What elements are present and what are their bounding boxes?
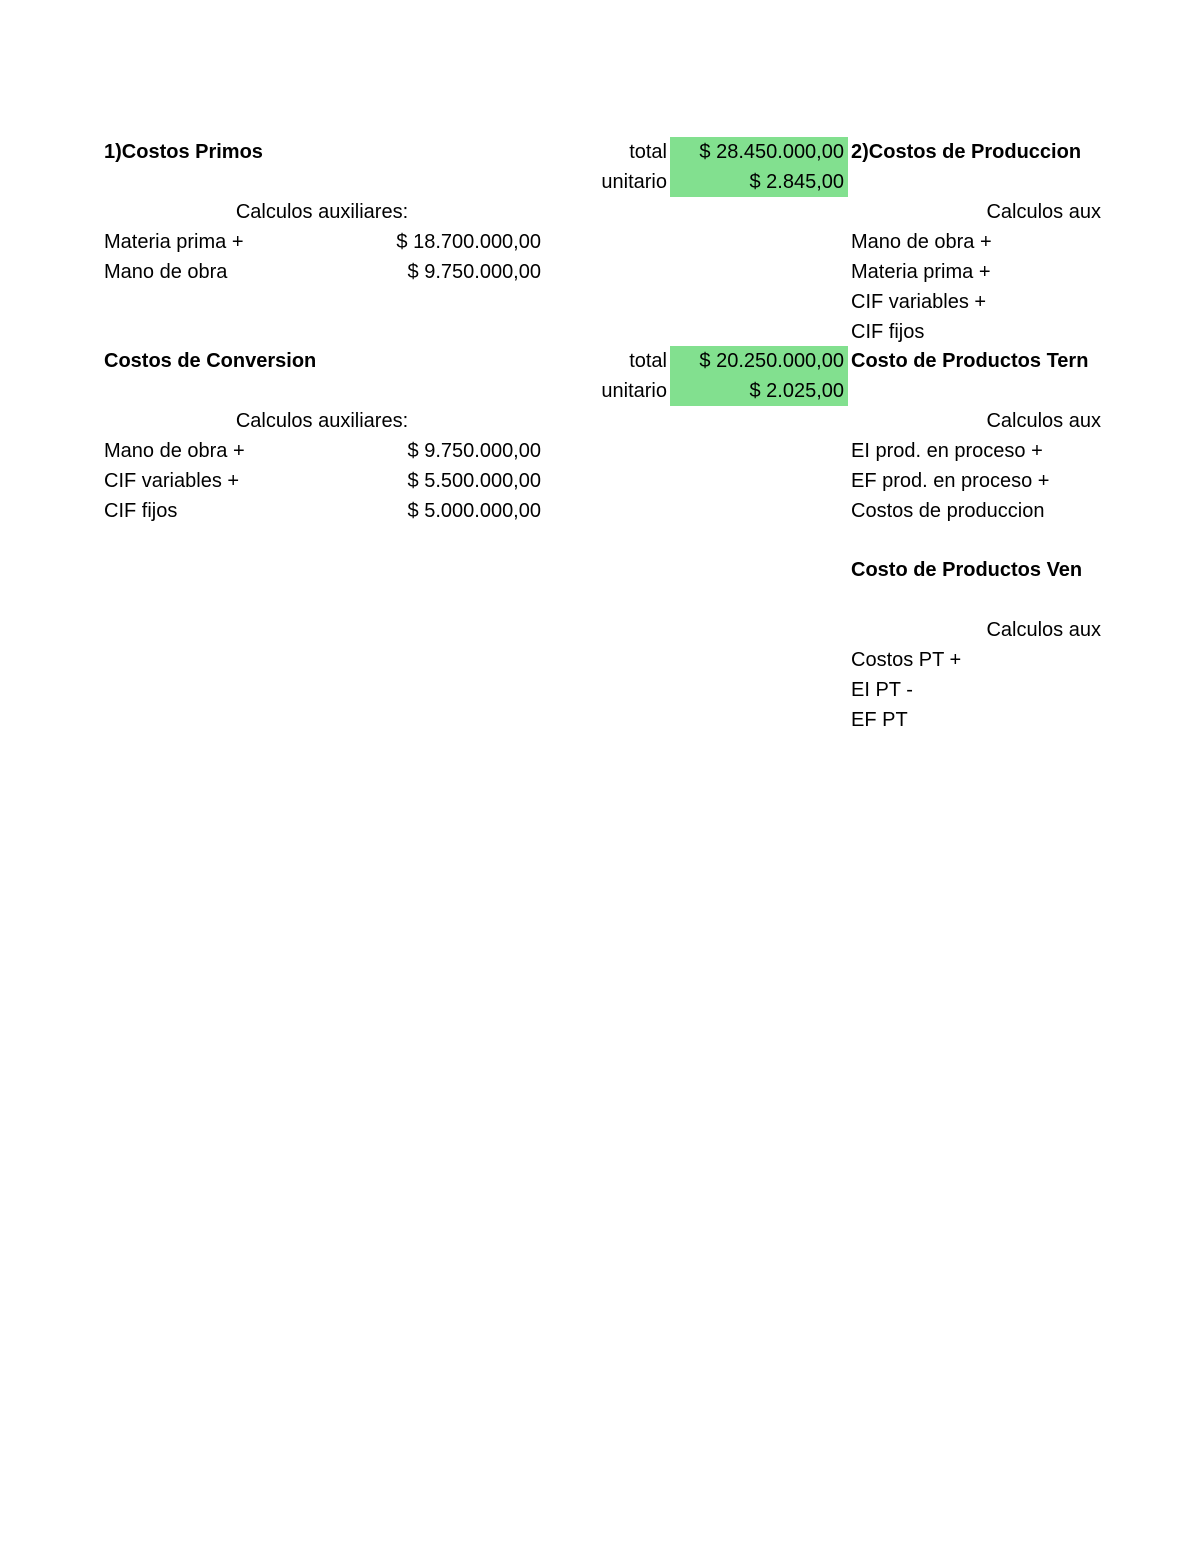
costos-conversion-row-value: $ 5.000.000,00	[407, 500, 541, 522]
costos-primos-row-label: Mano de obra	[104, 261, 228, 283]
costos-produccion-aux-title: Calculos aux	[986, 201, 1101, 223]
productos-vendidos-row-label: Costos PT +	[851, 649, 962, 671]
productos-vendidos-title: Costo de Productos Ven	[851, 559, 1083, 581]
costos-primos-total-value: $ 28.450.000,00	[670, 137, 848, 167]
costos-produccion-row-label: Mano de obra +	[851, 231, 992, 253]
costos-conversion-title: Costos de Conversion	[104, 350, 317, 372]
productos-vendidos-row-label: EI PT -	[851, 679, 913, 701]
productos-vendidos-aux-title: Calculos aux	[986, 619, 1101, 641]
costos-conversion-row-label: CIF variables +	[104, 470, 240, 492]
productos-terminados-aux-title: Calculos aux	[986, 410, 1101, 432]
costos-primos-unit-label: unitario	[601, 171, 667, 193]
costos-conversion-total-label: total	[629, 350, 667, 372]
costos-conversion-row-label: CIF fijos	[104, 500, 178, 522]
costos-conversion-row-value: $ 5.500.000,00	[407, 470, 541, 492]
costos-primos-title: 1)Costos Primos	[104, 141, 263, 163]
costos-conversion-row-value: $ 9.750.000,00	[407, 440, 541, 462]
costos-primos-unit-value: $ 2.845,00	[670, 167, 848, 197]
costos-primos-row-value: $ 18.700.000,00	[396, 231, 541, 253]
costos-conversion-total-value: $ 20.250.000,00	[670, 346, 848, 376]
costos-conversion-aux-title: Calculos auxiliares:	[235, 410, 409, 432]
costos-primos-total-label: total	[629, 141, 667, 163]
costos-produccion-row-label: Materia prima +	[851, 261, 991, 283]
costos-primos-row-label: Materia prima +	[104, 231, 244, 253]
productos-terminados-row-label: EF prod. en proceso +	[851, 470, 1050, 492]
productos-terminados-row-label: EI prod. en proceso +	[851, 440, 1043, 462]
productos-vendidos-row-label: EF PT	[851, 709, 908, 731]
productos-terminados-row-label: Costos de produccion	[851, 500, 1045, 522]
costos-conversion-row-label: Mano de obra +	[104, 440, 245, 462]
costos-primos-aux-title: Calculos auxiliares:	[235, 201, 409, 223]
costos-produccion-row-label: CIF variables +	[851, 291, 987, 313]
costos-primos-row-value: $ 9.750.000,00	[407, 261, 541, 283]
costos-conversion-unit-value: $ 2.025,00	[670, 376, 848, 406]
costos-produccion-title: 2)Costos de Produccion	[851, 141, 1082, 163]
costos-conversion-unit-label: unitario	[601, 380, 667, 402]
costos-produccion-row-label: CIF fijos	[851, 321, 925, 343]
productos-terminados-title: Costo de Productos Tern	[851, 350, 1089, 372]
